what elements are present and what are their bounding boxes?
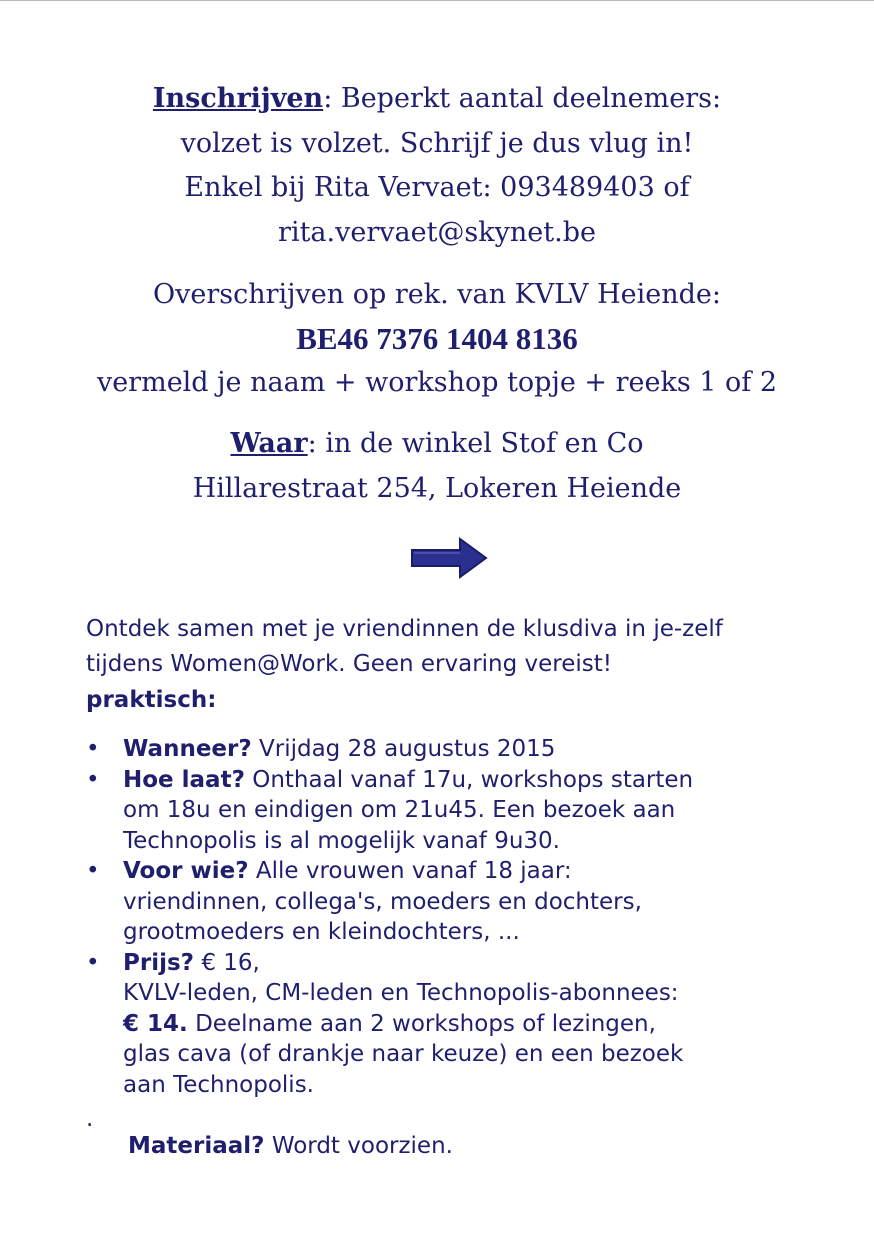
materiaal-answer: Wordt voorzien. — [271, 1133, 453, 1159]
item-question: Hoe laat? — [123, 766, 245, 793]
item-answer: grootmoeders en kleindochters, ... — [123, 919, 520, 945]
item-answer: KVLV-leden, CM-leden en Technopolis-abonnees: — [123, 980, 679, 1006]
stray-dot: . — [86, 1106, 94, 1132]
materiaal-line — [128, 1131, 453, 1161]
bullet-icon: • — [86, 858, 100, 884]
iban-number: BE46 7376 1404 8136 — [296, 321, 578, 356]
item-answer: glas cava (of drankje naar keuze) en een bezoek — [123, 1041, 684, 1067]
item-answer: Alle vrouwen vanaf 18 jaar: — [255, 858, 572, 884]
inschrijven-text: : Beperkt aantal deelnemers: — [323, 83, 722, 114]
item-question: Prijs? — [123, 949, 194, 976]
item-question: Wanneer? — [123, 736, 252, 762]
praktisch-list — [86, 734, 806, 1100]
top-border — [0, 0, 874, 1]
bullet-icon: • — [86, 949, 100, 976]
list-item-prijs — [86, 948, 806, 1101]
praktisch-heading: praktisch: — [86, 687, 217, 713]
inschrijven-label: Inschrijven — [152, 83, 324, 114]
item-answer: vriendinnen, collega's, moeders en dochters, — [123, 888, 642, 915]
item-answer: aan Technopolis. — [123, 1071, 314, 1098]
list-item-voor-wie — [86, 856, 806, 948]
item-answer: Technopolis is al mogelijk vanaf 9u30. — [123, 827, 560, 854]
waar-text: : in de winkel Stof en Co — [307, 428, 644, 459]
item-answer: Vrijdag 28 augustus 2015 — [259, 736, 556, 762]
inschrijven-line-1 — [0, 77, 874, 121]
bullet-icon: • — [86, 766, 100, 793]
list-item-hoe-laat — [86, 765, 806, 857]
betaling-line-3: vermeld je naam + workshop topje + reeks 1 of 2 — [96, 367, 778, 398]
materiaal-question: Materiaal? — [128, 1133, 265, 1159]
waar-line-1 — [0, 422, 874, 466]
item-question: Voor wie? — [123, 858, 249, 884]
bullet-icon: • — [86, 736, 100, 762]
list-item-wanneer — [86, 734, 806, 765]
betaling-line-1: Overschrijven op rek. van KVLV Heiende: — [153, 279, 721, 310]
intro-text: Ontdek samen met je vriendinnen de klusdiva in je-zelf tijdens Women@Work. Geen ervaring vereist! — [86, 616, 723, 677]
item-answer: om 18u en eindigen om 21u45. Een bezoek aan — [123, 797, 676, 823]
arrow-right-icon — [410, 537, 488, 579]
inschrijven-line-3: Enkel bij Rita Vervaet: 093489403 of — [184, 172, 690, 203]
inschrijven-line-2: volzet is volzet. Schrijf je dus vlug in! — [180, 128, 694, 159]
item-answer: Deelname aan 2 workshops of lezingen, — [195, 1010, 656, 1037]
contact-email[interactable]: rita.vervaet@skynet.be — [278, 217, 596, 248]
waar-address: Hillarestraat 254, Lokeren Heiende — [192, 473, 682, 504]
item-answer: Onthaal vanaf 17u, workshops starten — [252, 766, 694, 793]
member-price: € 14. — [123, 1010, 188, 1037]
waar-label: Waar — [230, 428, 308, 459]
item-answer: € 16, — [201, 949, 260, 976]
